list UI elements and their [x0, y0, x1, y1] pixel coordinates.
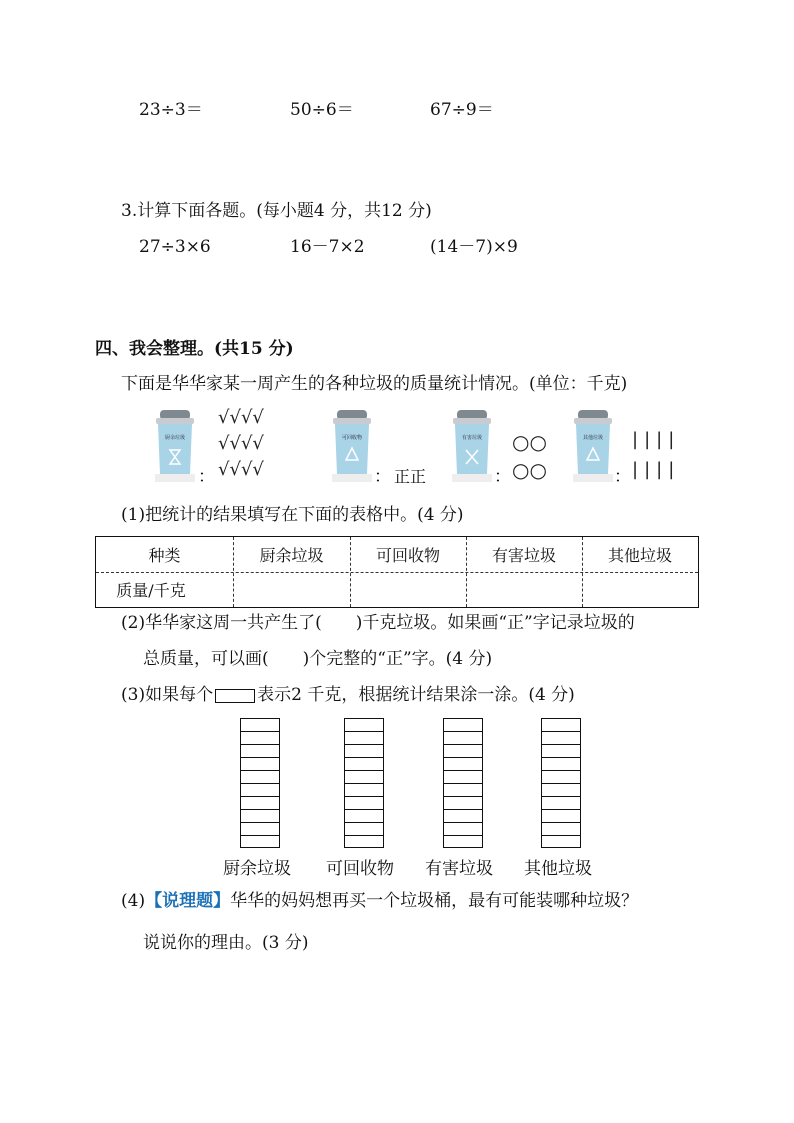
bin-label-recyclable: 可回收物 [341, 435, 363, 441]
recyclable-bin-icon [332, 410, 372, 482]
table-cell-other-mass[interactable] [582, 572, 698, 607]
table-cell-food-mass[interactable] [233, 572, 350, 607]
division-item-2: 50÷6＝ [290, 100, 354, 120]
p3-text [121, 684, 575, 706]
section4-intro: 下面是华华家某一周产生的各种垃圾的质量统计情况。(单位：千克) [121, 374, 628, 394]
other-waste-bin-icon [573, 410, 613, 482]
bin-label-food: 厨余垃圾 [164, 435, 186, 441]
table-header-kind: 种类 [148, 546, 181, 565]
q3-title: 3.计算下面各题。(每小题4 分，共12 分) [121, 201, 432, 221]
table-header-food: 厨余垃圾 [259, 546, 324, 565]
tally-checks-row-1: √√√√ [218, 407, 264, 428]
grid-label-recyclable: 可回收物 [326, 859, 394, 879]
table-cell-hazardous-mass[interactable] [466, 572, 582, 607]
tally-checks-row-2: √√√√ [218, 433, 264, 454]
legend-box [215, 689, 255, 703]
p2-line2: 总质量，可以画( )个完整的“正”字。(4 分) [143, 649, 493, 669]
bin-label-hazardous: 有害垃圾 [461, 435, 483, 441]
colon-3: ： [494, 467, 511, 487]
p4-number: (4) [121, 891, 146, 911]
table-cell-recyclable-mass[interactable] [350, 572, 466, 607]
q3-item-1: 27÷3×6 [139, 237, 211, 257]
p4-line2: 说说你的理由。(3 分) [143, 933, 309, 953]
colon-1: ： [198, 467, 215, 487]
division-item-1: 23÷3＝ [139, 100, 203, 120]
grid-column-other[interactable] [541, 718, 581, 848]
grid-column-food[interactable] [240, 718, 280, 848]
table-header-hazardous: 有害垃圾 [491, 546, 556, 565]
reasoning-tag: 【说理题】 [145, 891, 231, 911]
table-row-mass-label: 质量/千克 [116, 581, 186, 600]
tally-table [95, 536, 699, 608]
q3-item-3: (14－7)×9 [430, 237, 518, 257]
grid-label-other: 其他垃圾 [524, 859, 592, 879]
table-header-other: 其他垃圾 [607, 546, 672, 565]
tally-zheng: 正正 [394, 467, 427, 486]
tally-circles-row-2: ○○ [512, 458, 547, 482]
colon-2: ： [374, 467, 391, 487]
p3-suffix: 表示2 千克，根据统计结果涂一涂。(4 分) [257, 685, 575, 705]
division-item-3: 67÷9＝ [430, 100, 494, 120]
p4-text [121, 890, 638, 912]
p3-prefix: (3)如果每个 [121, 685, 214, 705]
grid-label-hazardous: 有害垃圾 [425, 859, 493, 879]
colon-4: ： [614, 467, 631, 487]
q3-item-2: 16－7×2 [290, 237, 365, 257]
p4-question: 华华的妈妈想再买一个垃圾桶，最有可能装哪种垃圾？ [230, 891, 639, 911]
bin-label-other: 其他垃圾 [582, 435, 604, 441]
grid-label-food: 厨余垃圾 [223, 859, 291, 879]
tally-bars-row-1: |||| [632, 429, 681, 450]
p2-line1: (2)华华家这周一共产生了( )千克垃圾。如果画“正”字记录垃圾的 [121, 613, 635, 633]
tally-circles-row-1: ○○ [512, 430, 547, 454]
grid-column-recyclable[interactable] [344, 718, 384, 848]
p1-text: (1)把统计的结果填写在下面的表格中。(4 分) [121, 505, 464, 525]
grid-column-hazardous[interactable] [443, 718, 483, 848]
section4-title: 四、我会整理。(共15 分) [95, 339, 294, 359]
tally-bars-row-2: |||| [632, 459, 681, 480]
table-header-recyclable: 可回收物 [375, 546, 440, 565]
tally-checks-row-3: √√√√ [218, 459, 264, 480]
food-waste-bin-icon [155, 410, 195, 482]
hazardous-bin-icon [452, 410, 492, 482]
